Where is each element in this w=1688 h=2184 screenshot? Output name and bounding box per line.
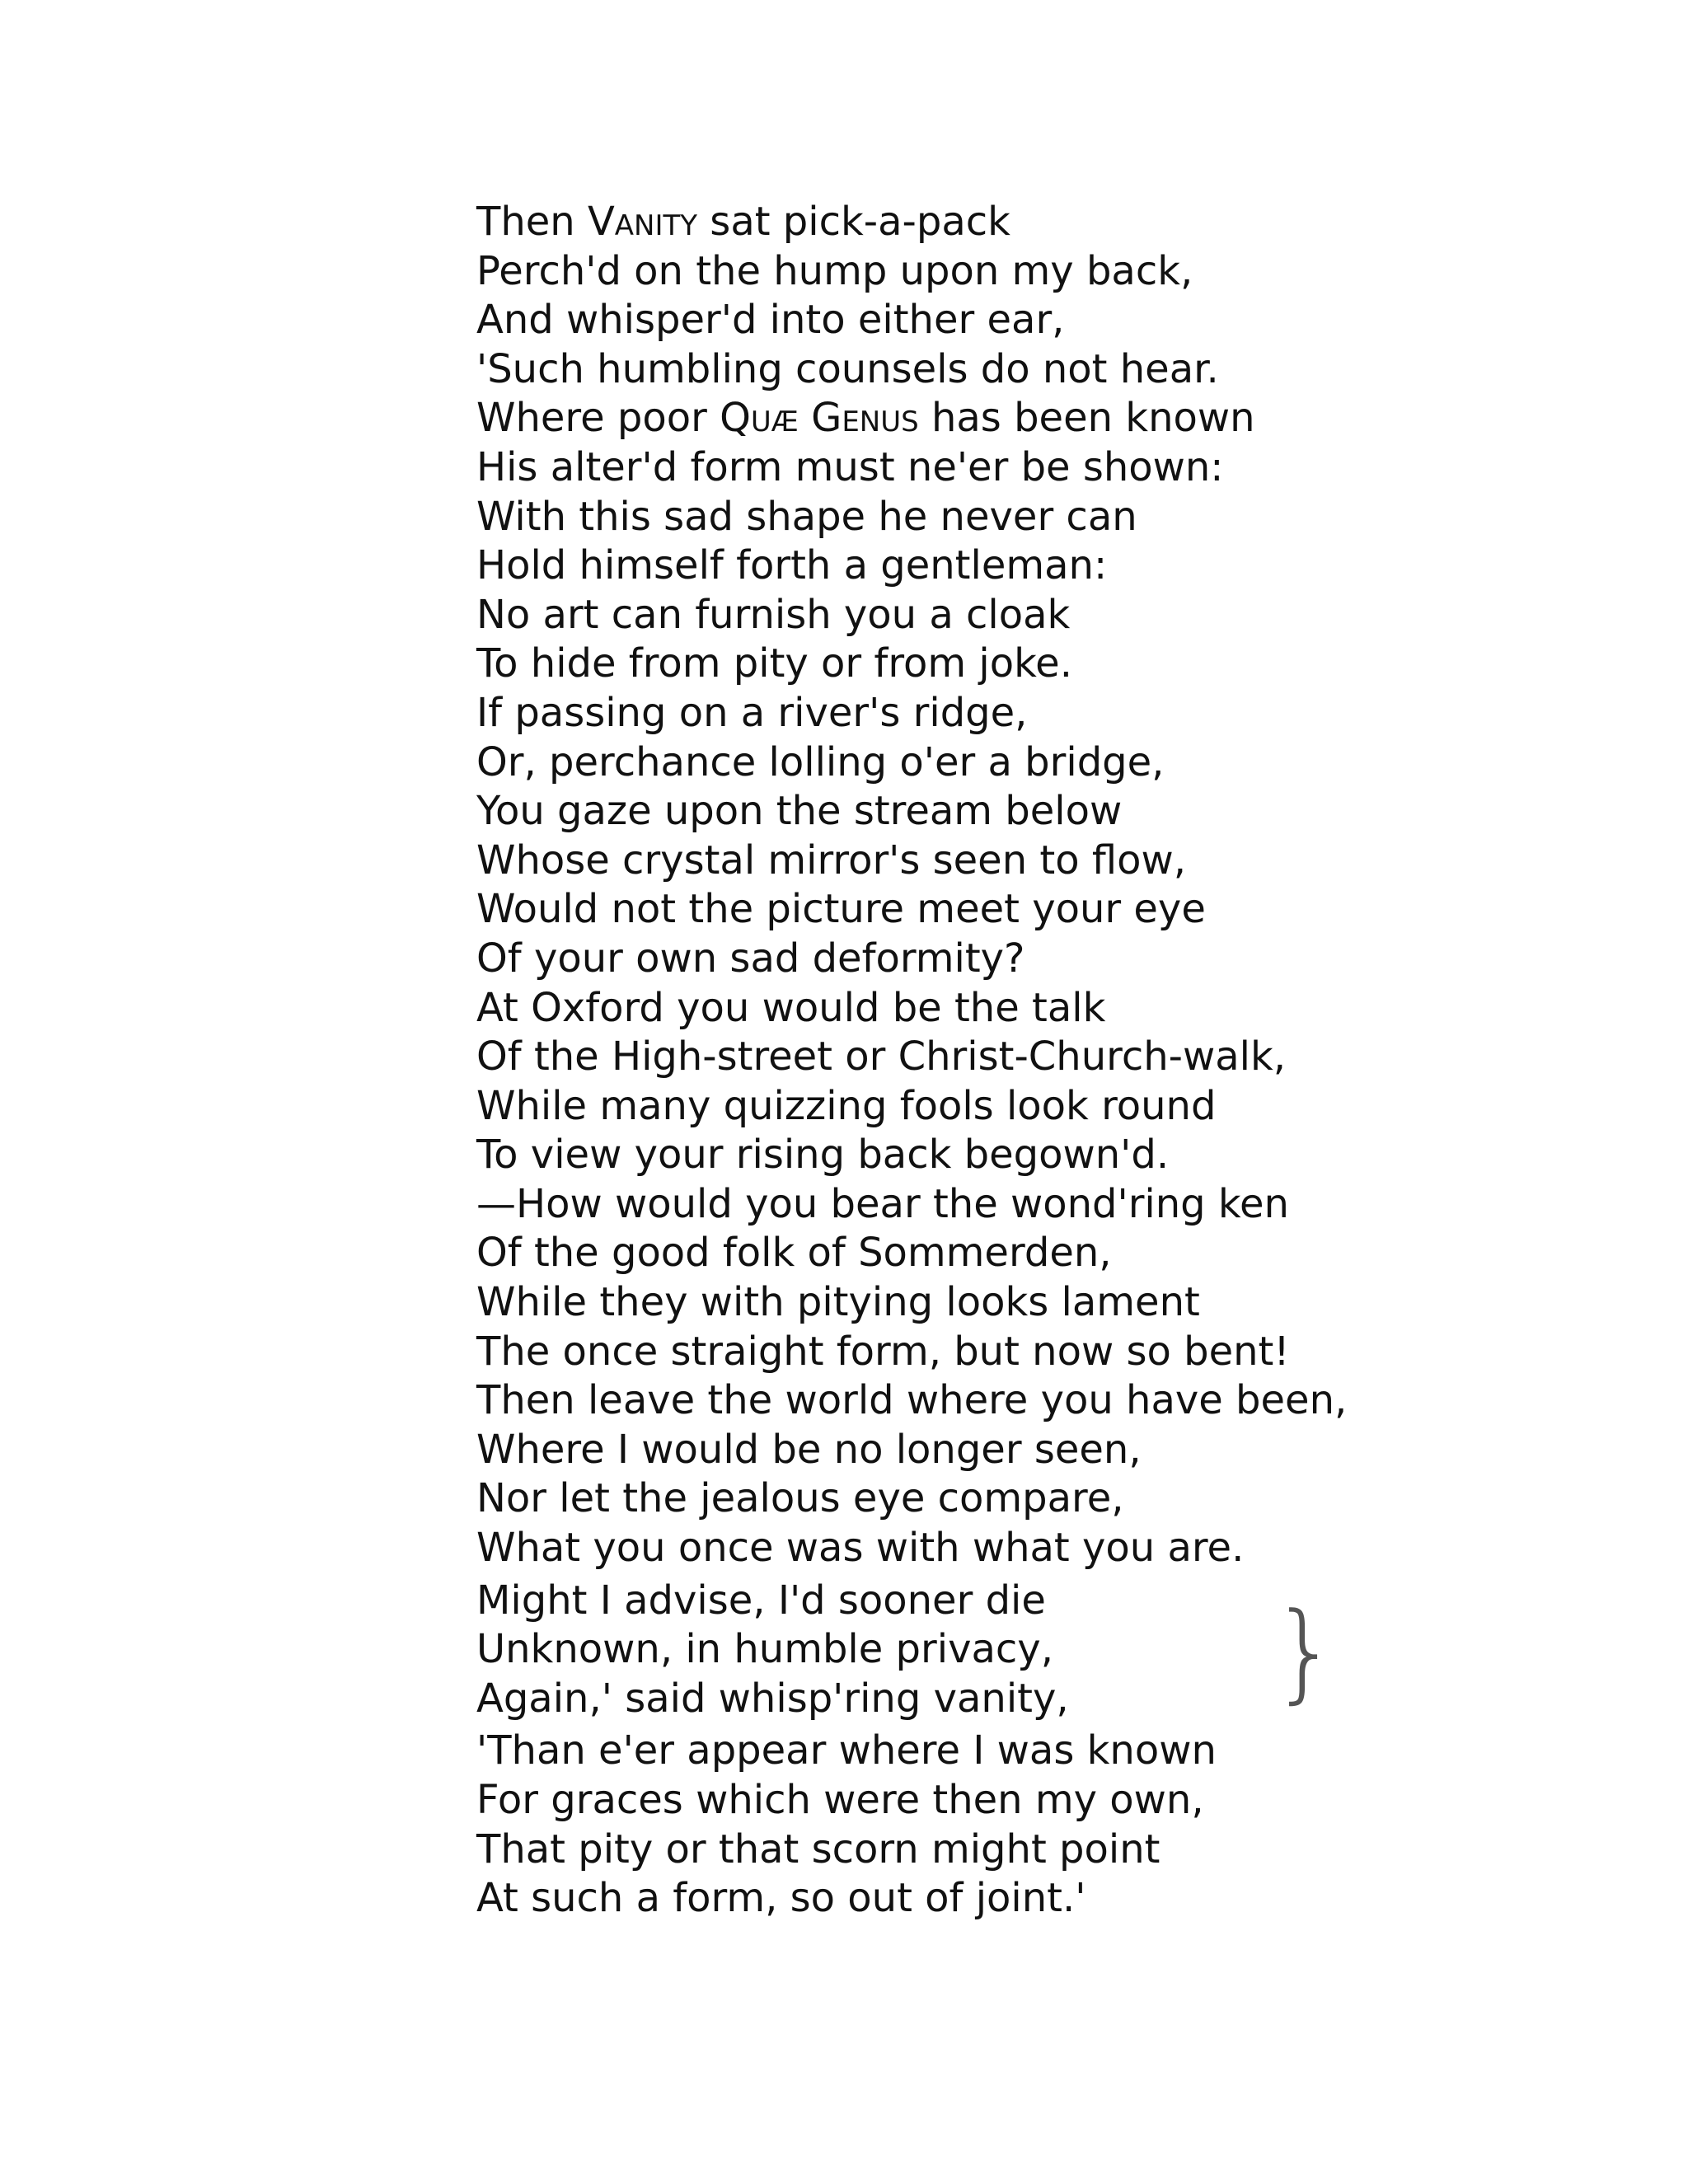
- poem-line: [476, 984, 1347, 1033]
- poem-line-text: And whisper'd into either ear,: [476, 297, 1065, 344]
- poem-line-text: No art can furnish you a cloak: [476, 591, 1071, 638]
- poem-line-text: If passing on a river's ridge,: [476, 689, 1028, 736]
- poem-line-text: Where I would be no longer seen,: [476, 1426, 1142, 1473]
- poem-line: [476, 1180, 1347, 1230]
- poem-line-text: Or, perchance lolling o'er a bridge,: [476, 738, 1165, 785]
- poem-line-text: What you once was with what you are.: [476, 1525, 1245, 1572]
- poem-line-text: You gaze upon the stream below: [476, 788, 1123, 835]
- poem-line-text: Hold himself forth a gentleman:: [476, 542, 1108, 589]
- poem-line-text: Where poor: [476, 395, 720, 442]
- poem-line: [476, 1082, 1347, 1132]
- poem-line: [476, 591, 1347, 640]
- poem-line-text: Nor let the jealous eye compare,: [476, 1475, 1124, 1522]
- poem-line: At such a form, so out of joint.': [476, 1875, 1086, 1922]
- poem-line: [476, 738, 1347, 788]
- poem-line: Again,' said whisp'ring vanity,: [476, 1675, 1069, 1722]
- poem-line-text: —How would you bear the wond'ring ken: [476, 1180, 1289, 1227]
- poem-line: [476, 198, 1347, 247]
- poem-line: [476, 1376, 1347, 1426]
- poem-line: [476, 443, 1347, 493]
- poem-line-text: At Oxford you would be the talk: [476, 984, 1106, 1031]
- poem-line: [476, 1474, 1347, 1524]
- poem-line: Might I advise, I'd sooner die: [476, 1577, 1046, 1624]
- poem-line: [476, 493, 1347, 542]
- poem-line: [476, 296, 1347, 345]
- poem-line-text: With this sad shape he never can: [476, 493, 1137, 540]
- poem-line-text: Then: [476, 199, 588, 245]
- poem-line: [476, 837, 1347, 886]
- poem-text: [476, 198, 1347, 1924]
- poem-line-text: Would not the picture meet your eye: [476, 886, 1206, 933]
- poem-line: [476, 345, 1347, 395]
- poem-triplet: [476, 1577, 1347, 1724]
- poem-line: [476, 1426, 1347, 1475]
- poem-line: For graces which were then my own,: [476, 1777, 1204, 1823]
- poem-line: [476, 1278, 1347, 1328]
- poem-line-text: To hide from pity or from joke.: [476, 640, 1072, 687]
- poem-line: [476, 787, 1347, 837]
- poem-line-text: His alter'd form must ne'er be shown:: [476, 443, 1224, 490]
- poem-stanza-end: [476, 1727, 1347, 1923]
- triplet-brace: }: [1271, 1588, 1339, 1714]
- poem-line: [476, 1328, 1347, 1377]
- poem-line-text: Whose crystal mirror's seen to flow,: [476, 837, 1186, 883]
- small-caps-name: Vanity: [587, 199, 698, 245]
- small-caps-name: Quæ Genus: [720, 395, 919, 442]
- poem-line-text: Of your own sad deformity?: [476, 935, 1025, 982]
- poem-line-text: While they with pitying looks lament: [476, 1279, 1200, 1326]
- poem-line: [476, 247, 1347, 297]
- poem-stanza-main: [476, 198, 1347, 1573]
- poem-line: 'Than e'er appear where I was known: [476, 1727, 1217, 1774]
- poem-line-text: The once straight form, but now so bent!: [476, 1328, 1290, 1375]
- poem-line-text: sat pick-a-pack: [697, 199, 1010, 245]
- poem-line: [476, 640, 1347, 689]
- poem-line-text: 'Such humbling counsels do not hear.: [476, 345, 1219, 392]
- poem-line: That pity or that scorn might point: [476, 1825, 1160, 1872]
- poem-line: [476, 1524, 1347, 1573]
- poem-line-text: Then leave the world where you have been,: [476, 1377, 1348, 1424]
- poem-line: [476, 935, 1347, 984]
- poem-line: [476, 394, 1347, 443]
- poem-line-text: Perch'd on the hump upon my back,: [476, 247, 1193, 294]
- poem-line: [476, 1033, 1347, 1082]
- poem-line: [476, 1229, 1347, 1278]
- poem-line-text: Of the good folk of Sommerden,: [476, 1230, 1112, 1277]
- poem-line: [476, 689, 1347, 738]
- poem-line-text: While many quizzing fools look round: [476, 1082, 1217, 1129]
- poem-line: Unknown, in humble privacy,: [476, 1626, 1053, 1673]
- poem-line-text: Of the High-street or Christ-Church-walk,: [476, 1033, 1287, 1080]
- poem-line-text: To view your rising back begown'd.: [476, 1132, 1170, 1179]
- poem-line: [476, 1131, 1347, 1180]
- poem-line-text: has been known: [918, 395, 1255, 442]
- poem-line: [476, 885, 1347, 935]
- poem-line: [476, 541, 1347, 591]
